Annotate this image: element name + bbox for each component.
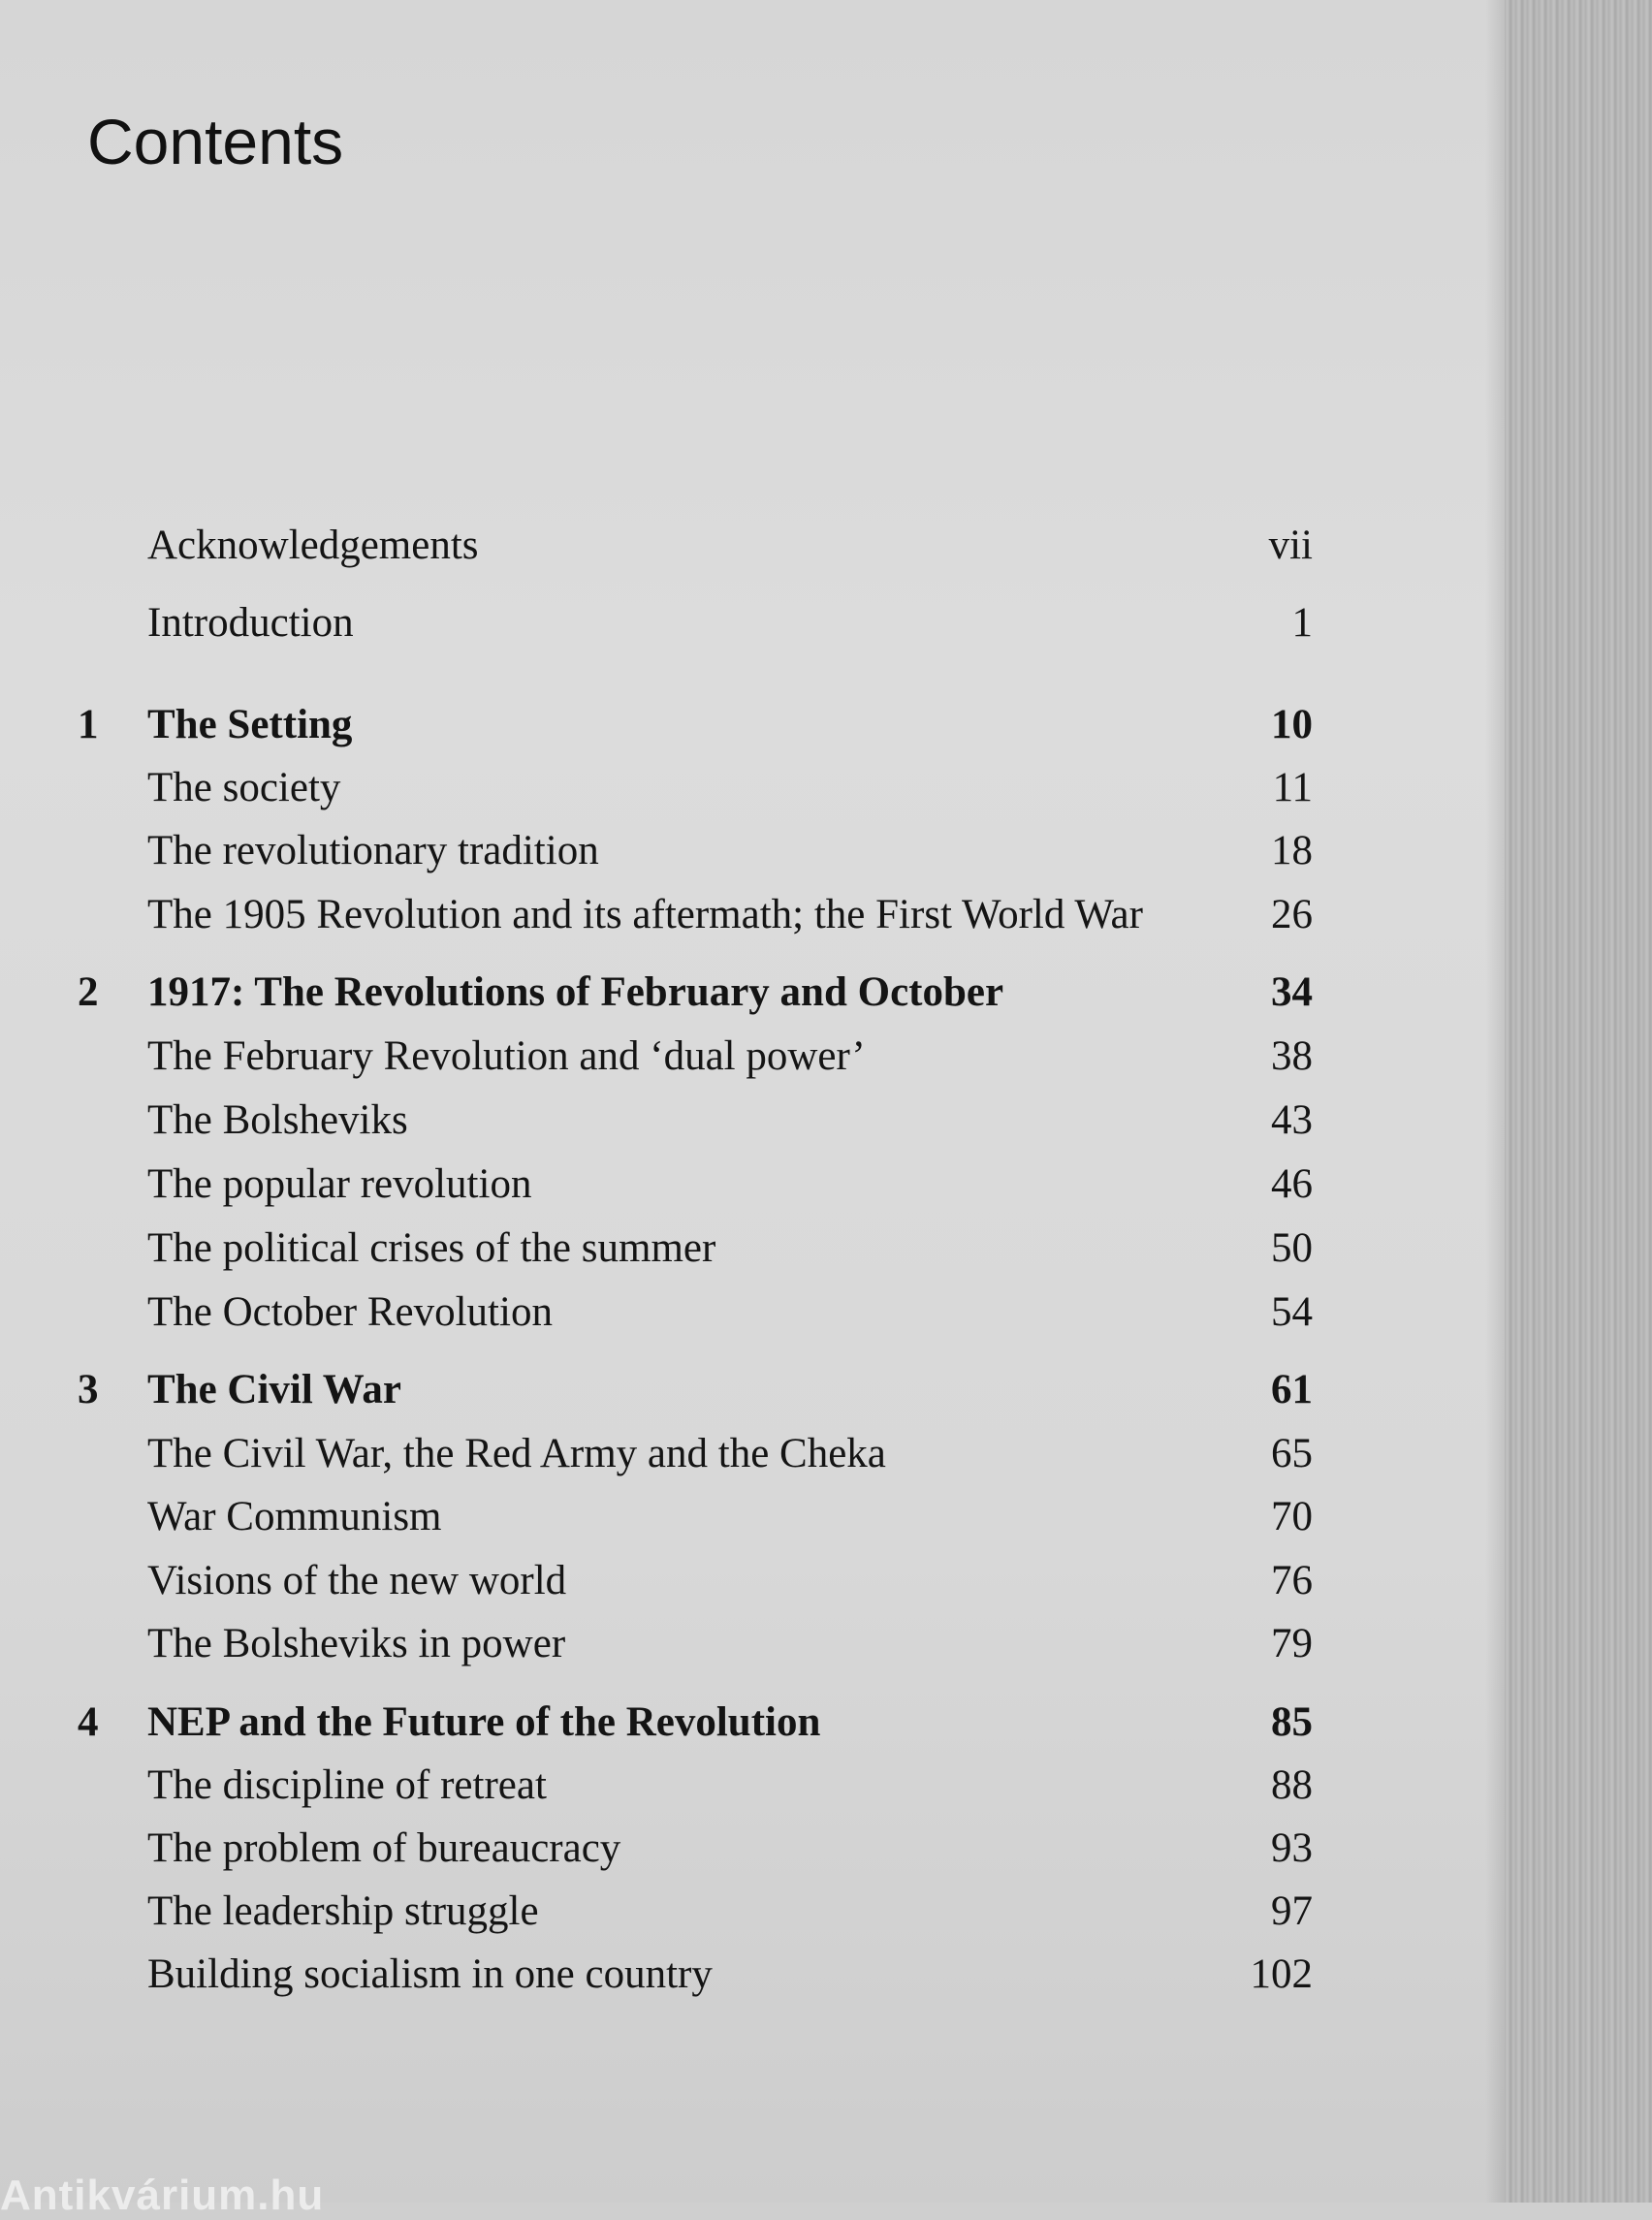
toc-section-entry — [0, 1946, 1318, 2004]
chapter-title: The Setting — [147, 702, 353, 747]
section-title: The February Revolution and ‘dual power’ — [147, 1033, 866, 1079]
section-title: The Bolsheviks — [147, 1097, 408, 1143]
section-page: 38 — [1271, 1033, 1313, 1079]
section-title: War Communism — [147, 1494, 442, 1539]
toc-entry-page: vii — [1268, 523, 1313, 568]
toc-entry-page: 1 — [1291, 600, 1313, 646]
toc-chapter-heading — [0, 1694, 1318, 1752]
chapter-number: 1 — [78, 702, 99, 747]
chapter-page: 34 — [1271, 969, 1313, 1015]
toc-section-entry — [0, 1425, 1318, 1483]
toc-chapter-heading — [0, 696, 1318, 754]
toc-section-entry — [0, 1156, 1318, 1214]
chapter-page: 61 — [1271, 1367, 1313, 1412]
section-title: The leadership struggle — [147, 1888, 539, 1934]
section-page: 65 — [1271, 1431, 1313, 1476]
toc-section-entry — [0, 1220, 1318, 1278]
section-page: 18 — [1271, 828, 1313, 873]
section-page: 11 — [1272, 765, 1313, 810]
toc-entry-title: Introduction — [147, 600, 354, 646]
section-title: The Bolsheviks in power — [147, 1621, 566, 1666]
section-page: 43 — [1271, 1097, 1313, 1143]
section-title: Building socialism in one country — [147, 1951, 713, 1997]
section-title: The revolutionary tradition — [147, 828, 599, 873]
toc-chapter-heading — [0, 1361, 1318, 1419]
toc-section-entry — [0, 1757, 1318, 1815]
watermark-text: Antikvárium.hu — [0, 2172, 325, 2219]
section-page: 93 — [1271, 1825, 1313, 1871]
section-title: The 1905 Revolution and its aftermath; the First World War — [147, 892, 1143, 937]
toc-section-entry — [0, 1028, 1318, 1086]
toc-chapter-heading — [0, 964, 1318, 1022]
section-page: 50 — [1271, 1225, 1313, 1271]
toc-section-entry — [0, 886, 1318, 944]
toc-section-entry — [0, 1488, 1318, 1546]
section-title: Visions of the new world — [147, 1558, 567, 1603]
toc-section-entry — [0, 1552, 1318, 1610]
section-page: 76 — [1271, 1558, 1313, 1603]
toc-section-entry — [0, 1092, 1318, 1150]
section-page: 79 — [1271, 1621, 1313, 1666]
chapter-number: 4 — [78, 1699, 99, 1745]
section-page: 26 — [1271, 892, 1313, 937]
section-page: 102 — [1250, 1951, 1313, 1997]
toc-entry-title: Acknowledgements — [147, 523, 479, 568]
toc-entry-front-matter — [0, 517, 1318, 575]
toc-entry-front-matter — [0, 594, 1318, 652]
section-title: The problem of bureaucracy — [147, 1825, 621, 1871]
section-page: 88 — [1271, 1762, 1313, 1808]
toc-section-entry — [0, 759, 1318, 817]
section-title: The society — [147, 765, 341, 810]
toc-section-entry — [0, 822, 1318, 880]
section-page: 97 — [1271, 1888, 1313, 1934]
section-title: The October Revolution — [147, 1289, 553, 1335]
chapter-page: 85 — [1271, 1699, 1313, 1745]
toc-section-entry — [0, 1284, 1318, 1342]
page-title: Contents — [87, 106, 344, 177]
toc-section-entry — [0, 1883, 1318, 1941]
section-title: The discipline of retreat — [147, 1762, 547, 1808]
chapter-title: 1917: The Revolutions of February and October — [147, 969, 1004, 1015]
section-title: The popular revolution — [147, 1161, 532, 1207]
section-page: 54 — [1271, 1289, 1313, 1335]
section-page: 46 — [1271, 1161, 1313, 1207]
chapter-number: 2 — [78, 969, 99, 1015]
chapter-title: The Civil War — [147, 1367, 402, 1412]
toc-section-entry — [0, 1615, 1318, 1673]
chapter-page: 10 — [1271, 702, 1313, 747]
book-page-edges — [1505, 0, 1652, 2203]
section-title: The political crises of the summer — [147, 1225, 716, 1271]
chapter-number: 3 — [78, 1367, 99, 1412]
section-page: 70 — [1271, 1494, 1313, 1539]
toc-section-entry — [0, 1820, 1318, 1878]
section-title: The Civil War, the Red Army and the Cheka — [147, 1431, 886, 1476]
chapter-title: NEP and the Future of the Revolution — [147, 1699, 821, 1745]
